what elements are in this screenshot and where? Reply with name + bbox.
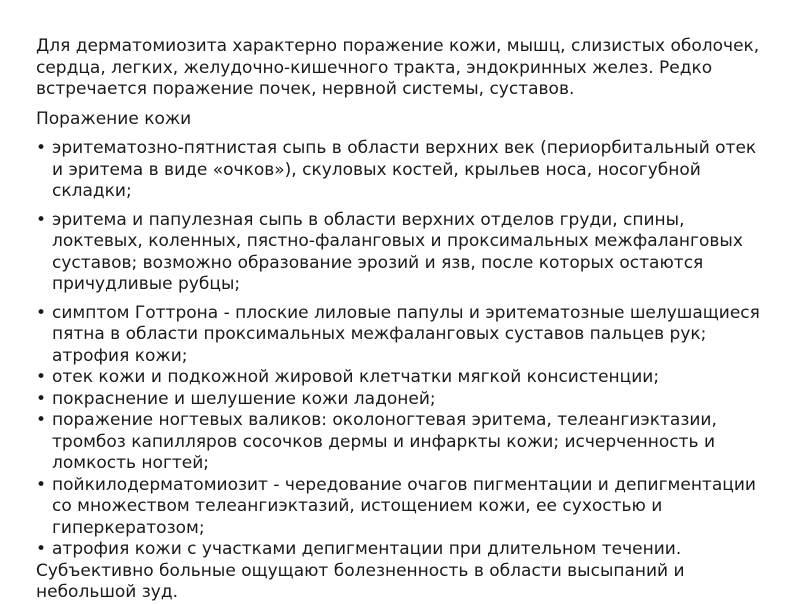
list-item-text: симптом Готтрона - плоские лиловые папулы и эритематозные шелушащиеся пятна в области проксимальных межфаланговых суставов пальцев рук; атрофия кожи;	[52, 302, 760, 366]
bullet-icon: •	[36, 302, 47, 323]
list-item-text: атрофия кожи с участками депигментации при длительном течении.	[52, 539, 682, 559]
list-item	[36, 210, 770, 296]
list-item-text: пойкилодерматомиозит - чередование очагов пигментации и депигментации со множеством телеангиэктазий, истощением кожи, ее сухостью и гиперкератозом;	[52, 474, 756, 538]
symptom-list	[36, 138, 770, 561]
list-item-text: эритематозно-пятнистая сыпь в области верхних век (периорбитальный отек и эритема в виде «очков»), скуловых костей, крыльев носа, носогубной складки;	[52, 138, 757, 201]
bullet-icon: •	[36, 539, 47, 559]
list-item	[36, 389, 770, 411]
bullet-icon: •	[36, 474, 47, 495]
list-item	[36, 475, 770, 540]
intro-paragraph: Для дерматомиозита характерно поражение кожи, мышц, слизистых оболочек, сердца, легких, желудочно-кишечного тракта, эндокринных желез. Редко встречается поражение почек, нервной системы, суставов.	[36, 36, 760, 99]
list-item-text: поражение ногтевых валиков: околоногтевая эритема, телеангиэктазии, тромбоз капилляров сосочков дермы и инфаркты кожи; исчерченность и ломкость ногтей;	[52, 410, 717, 473]
list-item-text: отек кожи и подкожной жировой клетчатки мягкой консистенции;	[52, 367, 660, 387]
list-item-text: покраснение и шелушение кожи ладоней;	[52, 388, 436, 409]
list-item	[36, 367, 770, 389]
section-heading: Поражение кожи	[36, 108, 192, 129]
list-item	[36, 138, 770, 203]
list-item	[36, 303, 770, 368]
bullet-icon: •	[36, 367, 47, 387]
list-item	[36, 539, 770, 561]
conclusion-paragraph: Субъективно больные ощущают болезненность в области высыпаний и небольшой зуд.	[36, 560, 685, 602]
list-item-text: эритема и папулезная сыпь в области верхних отделов груди, спины, локтевых, коленных, пястно-фаланговых и проксимальных межфаланговых суставов; возможно образование эрозий и язв, после которых остаются причудливые рубцы;	[52, 209, 743, 294]
bullet-icon: •	[36, 388, 47, 409]
bullet-icon: •	[36, 410, 47, 430]
list-item	[36, 410, 770, 475]
bullet-icon: •	[36, 138, 47, 158]
bullet-icon: •	[36, 209, 47, 230]
